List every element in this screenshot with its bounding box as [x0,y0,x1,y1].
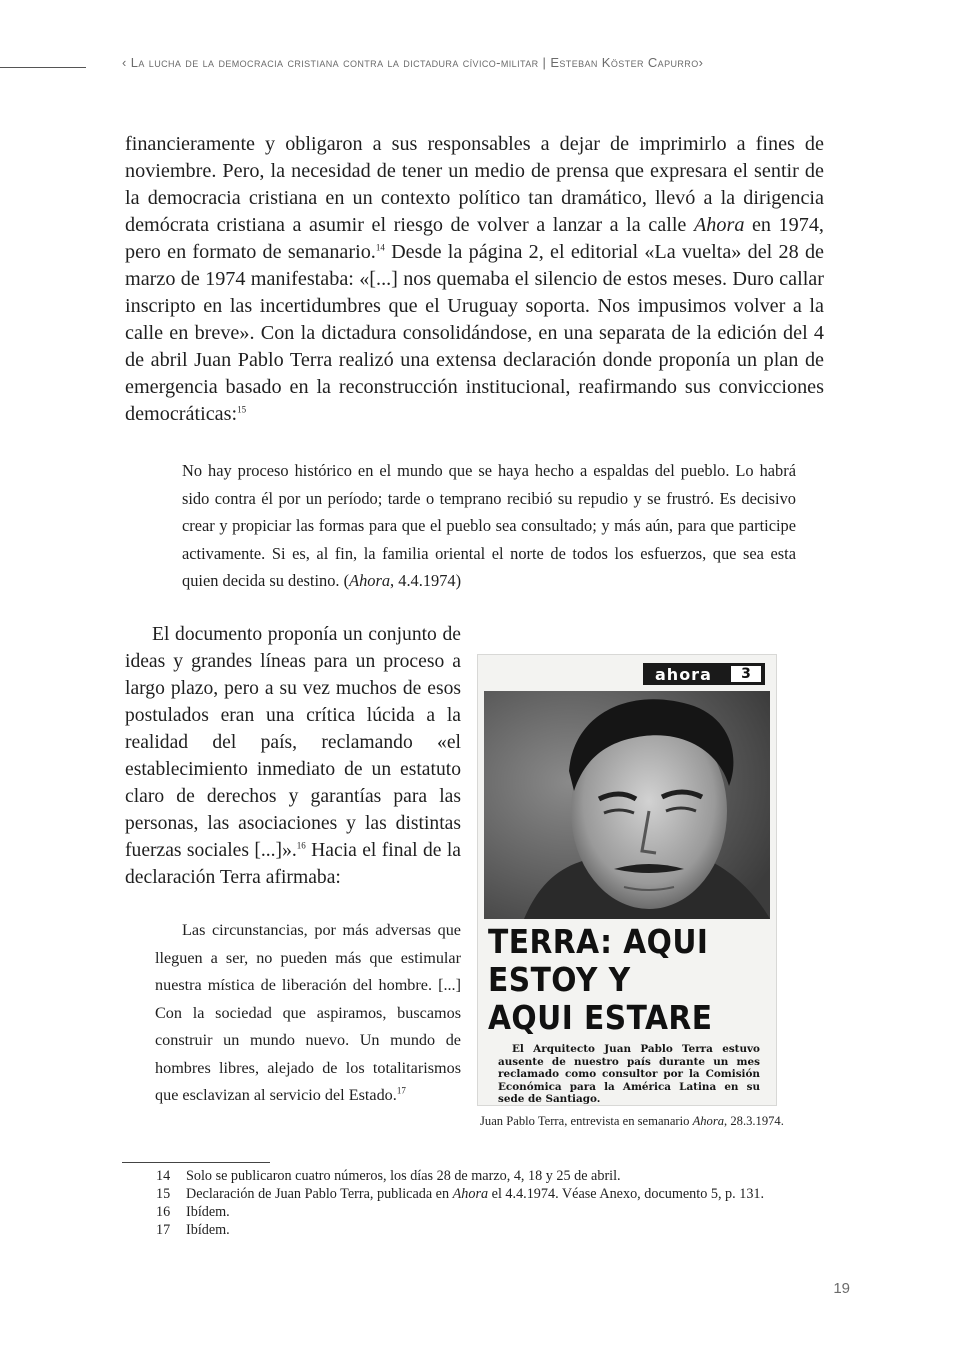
clipping-headline [488,923,742,1037]
newspaper-clipping [477,654,777,1106]
clipping-lead: El Arquitecto Juan Pablo Terra estuvo ausente de nuestro país durante un mes reclamado como consultor por la Comisión Económica para la América Latina en su sede de Santiago. [498,1043,760,1105]
headline-line: TERRA: AQUI [488,922,709,961]
masthead [643,663,765,685]
masthead-page: 3 [731,666,761,682]
footnote-rule [122,1162,270,1163]
footnote-text: Ibídem. [186,1204,230,1220]
header-rule [0,67,86,68]
caption-date: , 28.3.1974. [724,1114,784,1128]
portrait-illustration [484,691,770,919]
publication-name: Ahora [693,214,745,236]
page-number: 19 [833,1280,850,1297]
block-quote-2 [155,917,461,1110]
footnote-number: 16 [156,1204,171,1220]
paragraph-text: Hacia el final de la declaración Terra afirmaba: [125,840,462,888]
footnote-text: el 4.4.1974. Véase Anexo, documento 5, p. 131. [488,1186,765,1202]
footnote-16 [156,1203,816,1221]
footnote-text: Solo se publicaron cuatro números, los días 28 de marzo, 4, 18 y 25 de abril. [186,1168,621,1184]
footnote-14 [156,1167,816,1185]
quote-source-date: , 4.4.1974) [390,571,462,590]
footnote-17 [156,1221,816,1239]
figure-caption [480,1114,800,1129]
running-header: ‹ La lucha de la democracia cristiana contra la dictadura cívico-militar | Esteban Köster Capurro› [122,55,704,70]
footnote-number: 15 [156,1186,171,1202]
paragraph-text: en 1974, pero en formato de semanario. [125,214,824,263]
quote-text: Las circunstancias, por más adversas que lleguen a ser, no pueden más que estimular nuestra mística de liberación del hombre. [...] Con la sociedad que aspiramos, buscamos construir un mundo nuevo. Un mundo de hombres libres, alejado de los totalitarismos que esclavizan al servicio del Estado. [155,921,461,1104]
footnote-ref-15[interactable]: 15 [237,404,247,415]
footnote-15 [156,1185,816,1203]
caption-publication: Ahora [692,1114,725,1128]
quote-text: No hay proceso histórico en el mundo que se haya hecho a espaldas del pueblo. Lo habrá sido contra él por un período; tarde o temprano recibió su repudio y se frustró. Es decisivo crear y propiciar las formas para que el pueblo sea consultado; y más aún, para que participe activamente. Si es, al fin, la familia oriental el norte de todos los esfuerzos, que sea esta quien decida su destino. ( [182,461,796,590]
footnote-text: Ibídem. [186,1222,230,1238]
masthead-title: ahora [655,664,712,684]
body-paragraph-2 [125,621,461,891]
footnote-number: 14 [156,1168,171,1184]
footnote-publication: Ahora [452,1186,489,1202]
footnote-text: Declaración de Juan Pablo Terra, publicada en [186,1186,453,1202]
paragraph-text: El documento proponía un conjunto de ideas y grandes líneas para un proceso a largo plazo, pero a su vez muchos de esos postulados eran una crítica lúcida a la realidad del país, reclamando «el establecimiento inmediato de un estatuto claro de derechos y garantías para las personas, las asociaciones y las distintas fuerzas sociales [...]». [125,624,461,861]
headline-line: ESTOY Y [488,960,631,999]
paragraph-text: Desde la página 2, el editorial «La vuelta» del 28 de marzo de 1974 manifestaba: «[...] nos quemaba el silencio de estos meses. Duro callar inscripto en las incertidumbres que el Uruguay soporta. Nos impusimos volver a la calle en breve». Con la dictadura consolidándose, en una separata de la edición del 4 de abril Juan Pablo Terra realizó una extensa declaración donde proponía un plan de emergencia basado en la reconstrucción institucional, reafirmando sus convicciones democráticas: [125,241,825,425]
block-quote-1 [182,457,796,595]
caption-text: Juan Pablo Terra, entrevista en semanario [480,1114,693,1128]
portrait-photo [484,691,770,919]
paragraph-text: financieramente y obligaron a sus responsables a dejar de imprimirlo a fines de noviembre. Pero, la necesidad de tener un medio de prensa que expresara el sentir de la democracia cristiana en un contexto político tan dramático, llevó a la dirigencia demócrata cristiana a asumir el riesgo de volver a lanzar a la calle [125,133,824,236]
quote-source: Ahora [349,571,391,590]
footnote-number: 17 [156,1222,171,1238]
headline-line: AQUI ESTARE [488,998,713,1037]
body-paragraph-1 [125,131,824,428]
footnote-ref-16[interactable]: 16 [296,840,306,851]
footnote-ref-17[interactable]: 17 [396,1085,406,1096]
footnotes [156,1167,816,1239]
footnote-ref-14[interactable]: 14 [375,242,385,253]
